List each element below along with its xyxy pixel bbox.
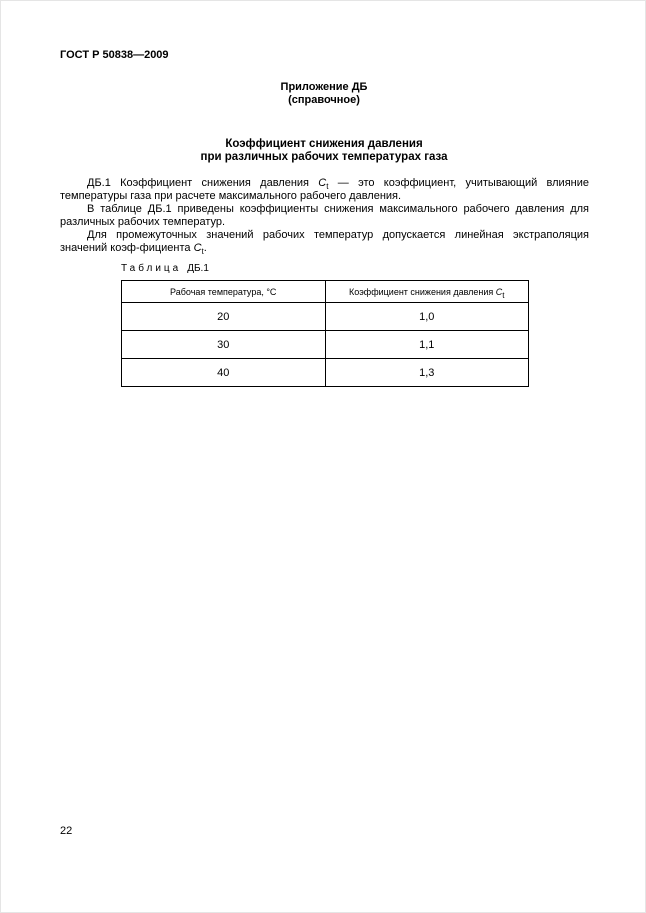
paragraph-extrapolation-end: . <box>203 242 207 254</box>
temperature-cell: 30 <box>122 331 326 359</box>
table-caption-number: ДБ.1 <box>187 263 209 274</box>
coefficient-subscript: t <box>201 247 204 257</box>
temperature-cell: 20 <box>122 303 326 331</box>
table-row <box>122 303 529 331</box>
coefficient-symbol: C <box>318 177 327 189</box>
coefficient-symbol: C <box>193 242 202 254</box>
table-caption <box>121 263 209 274</box>
paragraph-db1-text-cont: — это коэффициент, учитывающий влияние температуры газа при расчете максимального рабочего давления. <box>60 177 589 202</box>
paragraph-table-ref: В таблице ДБ.1 приведены коэффициенты снижения максимального рабочего давления для различных рабочих температур. <box>60 203 589 228</box>
gost-document-number: ГОСТ Р 50838—2009 <box>60 49 169 61</box>
appendix-title: Приложение ДБ <box>280 81 368 93</box>
table-caption-word: Таблица <box>121 263 182 274</box>
section-title-line2: при различных рабочих температурах газа <box>200 151 448 163</box>
coefficient-cell: 1,0 <box>325 303 529 331</box>
paragraph-db1 <box>60 177 589 203</box>
page-number: 22 <box>60 825 73 837</box>
coefficient-symbol: C <box>495 286 503 297</box>
coefficient-subscript: t <box>502 290 505 300</box>
table-header-temperature: Рабочая температура, °С <box>122 281 326 303</box>
paragraph-extrapolation <box>60 229 589 255</box>
section-title-line1: Коэффициент снижения давления <box>225 138 423 150</box>
coefficient-subscript: t <box>326 182 329 192</box>
coefficient-cell: 1,3 <box>325 359 529 387</box>
table-row <box>122 331 529 359</box>
coefficient-cell: 1,1 <box>325 331 529 359</box>
section-title <box>1 138 646 164</box>
table-header-coefficient <box>325 281 529 303</box>
appendix-heading <box>1 81 646 107</box>
body-text <box>60 177 589 255</box>
table-row <box>122 359 529 387</box>
paragraph-db1-text: ДБ.1 Коэффициент снижения давления <box>87 177 319 189</box>
table-header-row <box>122 281 529 303</box>
temperature-cell: 40 <box>122 359 326 387</box>
appendix-subtitle: (справочное) <box>288 94 360 106</box>
pressure-coefficient-table <box>121 280 529 387</box>
paragraph-extrapolation-text: Для промежуточных значений рабочих температур допускается линейная экстраполяция значений коэф-фициента <box>60 229 589 254</box>
table-header-coefficient-text: Коэффициент снижения давления <box>348 286 496 297</box>
